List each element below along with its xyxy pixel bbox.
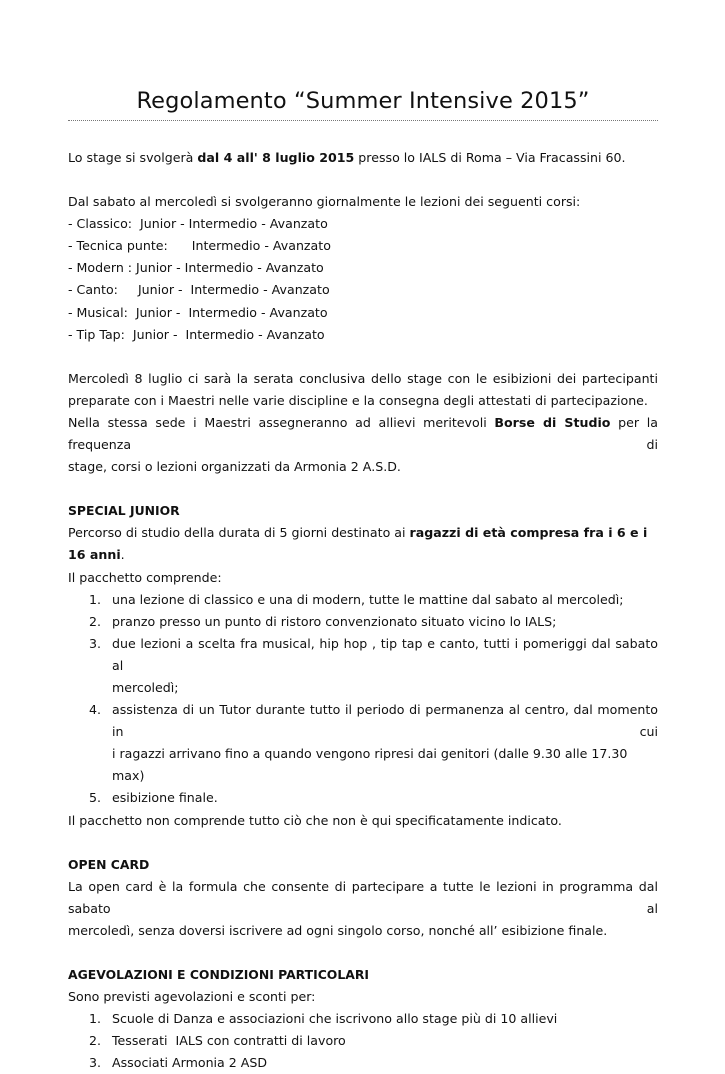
closing-line bbox=[68, 412, 658, 456]
special-junior-desc bbox=[68, 522, 658, 566]
courses-intro: Dal sabato al mercoledì si svolgeranno giornalmente le lezioni dei seguenti corsi: bbox=[68, 194, 581, 210]
special-junior-heading: SPECIAL JUNIOR bbox=[68, 503, 180, 519]
list-text: i ragazzi arrivano fino a quando vengono ripresi dai genitori (dalle 9.30 alle 17.30 max) bbox=[112, 746, 628, 784]
special-junior-excludes: Il pacchetto non comprende tutto ciò che non è qui specificatamente indicato. bbox=[68, 812, 562, 828]
list-number: 1. bbox=[89, 591, 102, 607]
list-text: una lezione di classico e una di modern, tutte le mattine dal sabato al mercoledì; bbox=[112, 591, 624, 607]
list-text: esibizione finale. bbox=[112, 790, 218, 806]
list-item bbox=[68, 633, 658, 699]
open-card-heading: OPEN CARD bbox=[68, 856, 150, 872]
list-text: mercoledì; bbox=[112, 679, 179, 695]
document-page bbox=[68, 88, 658, 1074]
list-item bbox=[68, 787, 658, 809]
list-item bbox=[68, 1030, 658, 1052]
list-number: 3. bbox=[89, 635, 102, 651]
list-number: 1. bbox=[89, 1011, 102, 1027]
list-text: Tesserati IALS con contratti di lavoro bbox=[112, 1033, 346, 1049]
desc-text: Percorso di studio della durata di 5 giorni destinato ai bbox=[68, 525, 410, 541]
agevolazioni-intro: Sono previsti agevolazioni e sconti per: bbox=[68, 989, 316, 1005]
intro-paragraph bbox=[68, 147, 658, 169]
course-line: - Musical: Junior - Intermedio - Avanzato bbox=[68, 304, 328, 320]
list-item bbox=[68, 611, 658, 633]
special-junior-list bbox=[68, 589, 658, 810]
open-card-line: La open card è la formula che consente di partecipare a tutte le lezioni in programma dal sabato al bbox=[68, 878, 658, 916]
course-line: - Tecnica punte: Intermedio - Avanzato bbox=[68, 238, 331, 254]
closing-line: stage, corsi o lezioni organizzati da Armonia 2 A.S.D. bbox=[68, 459, 401, 475]
course-line: - Classico: Junior - Intermedio - Avanzato bbox=[68, 216, 328, 232]
closing-bold: Borse di Studio bbox=[494, 414, 611, 430]
intro-location: presso lo IALS di Roma – Via Fracassini 60. bbox=[354, 150, 626, 165]
list-item bbox=[68, 1008, 658, 1030]
list-number: 3. bbox=[89, 1055, 102, 1071]
list-text: due lezioni a scelta fra musical, hip hop , tip tap e canto, tutti i pomeriggi dal sabato al bbox=[112, 635, 658, 673]
special-junior-includes: Il pacchetto comprende: bbox=[68, 569, 222, 585]
list-number: 4. bbox=[89, 702, 102, 718]
list-number: 2. bbox=[89, 613, 102, 629]
list-text: pranzo presso un punto di ristoro convenzionato situato vicino lo IALS; bbox=[112, 613, 557, 629]
list-item bbox=[68, 699, 658, 787]
desc-text: . bbox=[120, 547, 125, 563]
intro-dates: dal 4 all' 8 luglio 2015 bbox=[197, 150, 355, 165]
list-number: 5. bbox=[89, 790, 102, 806]
course-line: - Tip Tap: Junior - Intermedio - Avanzato bbox=[68, 326, 325, 342]
page-title: Regolamento “Summer Intensive 2015” bbox=[68, 88, 658, 121]
list-number: 2. bbox=[89, 1033, 102, 1049]
closing-line: preparate con i Maestri nelle varie discipline e la consegna degli attestati di partecipazione. bbox=[68, 392, 648, 408]
intro-text: Lo stage si svolgerà bbox=[68, 150, 198, 165]
desc-bold: ragazzi di età compresa fra i 6 e i 16 anni bbox=[68, 525, 648, 563]
body-text bbox=[68, 147, 658, 1074]
list-item bbox=[68, 589, 658, 611]
agevolazioni-list bbox=[68, 1008, 658, 1074]
course-line: - Modern : Junior - Intermedio - Avanzato bbox=[68, 260, 324, 276]
closing-line: Mercoledì 8 luglio ci sarà la serata conclusiva dello stage con le esibizioni dei partecipanti bbox=[68, 370, 658, 386]
list-text: Associati Armonia 2 ASD bbox=[112, 1055, 268, 1071]
list-text: Scuole di Danza e associazioni che iscrivono allo stage più di 10 allievi bbox=[112, 1011, 558, 1027]
list-item bbox=[68, 1052, 658, 1074]
closing-text: per la frequenza di bbox=[68, 414, 658, 453]
list-text: assistenza di un Tutor durante tutto il periodo di permanenza al centro, dal momento in cui bbox=[112, 702, 658, 740]
open-card-line: mercoledì, senza doversi iscrivere ad ogni singolo corso, nonché all’ esibizione finale. bbox=[68, 922, 608, 938]
closing-text: Nella stessa sede i Maestri assegneranno ad allievi meritevoli bbox=[68, 414, 495, 430]
course-line: - Canto: Junior - Intermedio - Avanzato bbox=[68, 282, 330, 298]
agevolazioni-heading: AGEVOLAZIONI E CONDIZIONI PARTICOLARI bbox=[68, 967, 369, 982]
